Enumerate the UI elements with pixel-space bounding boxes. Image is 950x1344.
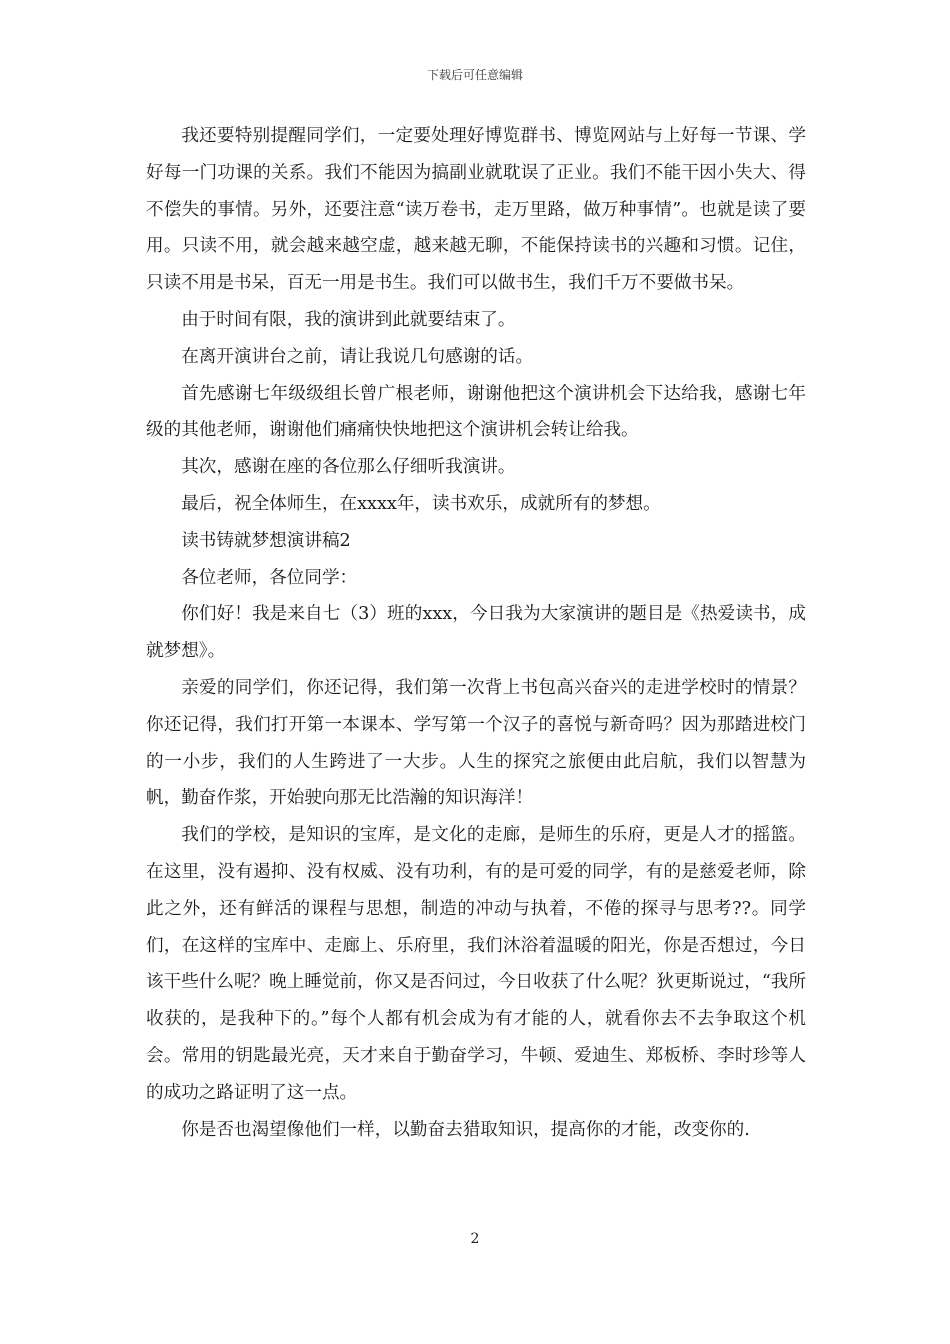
paragraph: 其次，感谢在座的各位那么仔细听我演讲。 [181,457,516,478]
document-body [146,118,806,1148]
paragraph: 在离开演讲台之前，请让我说几句感谢的话。 [181,346,534,367]
paragraph: 首先感谢七年级级组长曾广根老师，谢谢他把这个演讲机会下达给我，感谢七年级的其他老师，谢谢他们痛痛快快地把这个演讲机会转让给我。 [146,383,806,441]
page-number: 2 [470,1231,480,1247]
salutation: 各位老师，各位同学： [181,567,358,588]
paragraph: 亲爱的同学们，你还记得，我们第一次背上书包高兴奋兴的走进学校时的情景？你还记得，我们打开第一本课本、学写第一个汉子的喜悦与新奇吗？因为那踏进校门的一小步，我们的人生跨进了一大步。人生的探究之旅便由此启航，我们以智慧为帆，勤奋作浆，开始驶向那无比浩瀚的知识海洋！ [146,677,806,809]
paragraph: 最后，祝全体师生，在xxxx年，读书欢乐，成就所有的梦想。 [181,493,661,514]
paragraph: 由于时间有限，我的演讲到此就要结束了。 [181,309,516,330]
paragraph: 我们的学校，是知识的宝库，是文化的走廊，是师生的乐府，更是人才的摇篮。在这里，没有遏抑、没有权威、没有功利，有的是可爱的同学，有的是慈爱老师，除此之外，还有鲜活的课程与思想，制造的冲动与执着，不倦的探寻与思考??。同学们，在这样的宝库中、走廊上、乐府里，我们沐浴着温暖的阳光，你是否想过，今日该干些什么呢？晚上睡觉前，你又是否问过，今日收获了什么呢？狄更斯说过，“我所收获的，是我种下的。”每个人都有机会成为有才能的人，就看你去不去争取这个机会。常用的钥匙最光亮，天才来自于勤奋学习，牛顿、爱迪生、郑板桥、李时珍等人的成功之路证明了这一点。 [146,825,806,1103]
page-header: 下载后可任意编辑 [426,68,523,82]
paragraph: 你是否也渴望像他们一样，以勤奋去猎取知识，提高你的才能，改变你的. [181,1119,750,1140]
paragraph: 你们好！我是来自七（3）班的xxx，今日我为大家演讲的题目是《热爱读书，成就梦想》。 [146,604,806,662]
paragraph: 我还要特别提醒同学们，一定要处理好博览群书、博览网站与上好每一节课、学好每一门功课的关系。我们不能因为搞副业就耽误了正业。我们不能干因小失大、得不偿失的事情。另外，还要注意“读万卷书，走万里路，做万种事情”。也就是读了要用。只读不用，就会越来越空虚，越来越无聊，不能保持读书的兴趣和习惯。记住，只读不用是书呆，百无一用是书生。我们可以做书生，我们千万不要做书呆。 [146,126,806,294]
section-title: 读书铸就梦想演讲稿2 [181,530,351,551]
